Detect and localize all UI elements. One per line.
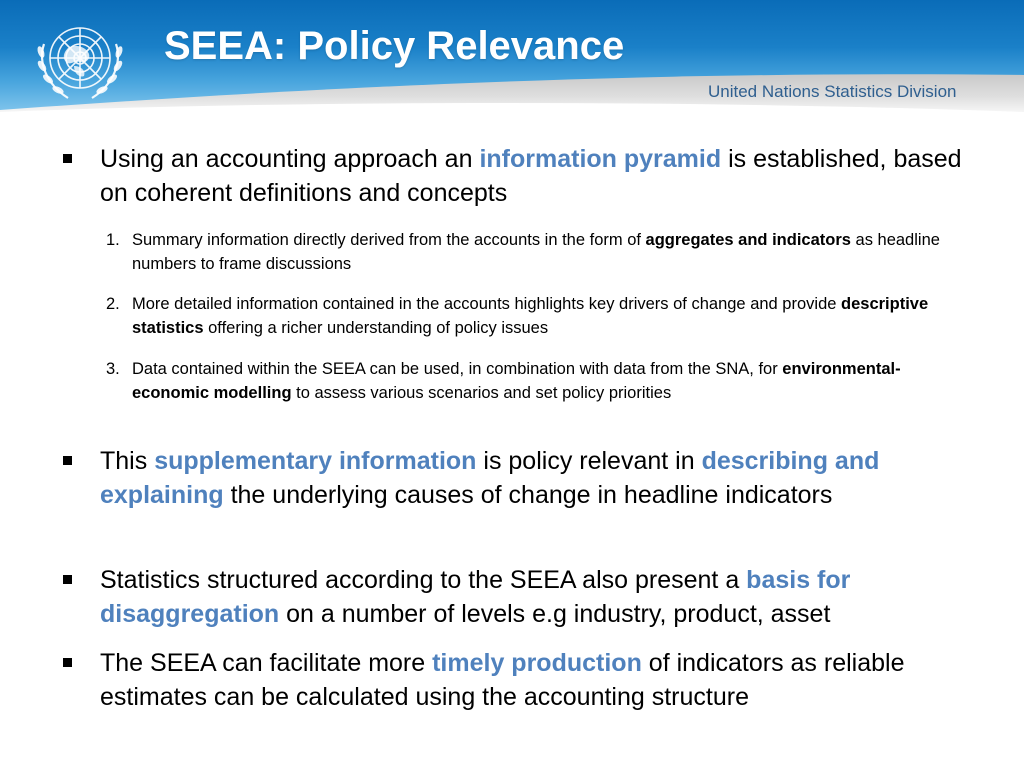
bullet-2-text [100,444,950,512]
text-run: the underlying causes of change in headline indicators [223,481,833,509]
text-run: on a number of levels e.g industry, product, asset [279,600,831,628]
text-run: Data contained within the SEEA can be used, in combination with data from the SNA, for [132,360,783,378]
highlight-timely-production: timely production [432,649,642,677]
sub-item-text [132,357,952,405]
text-run: The SEEA can facilitate more [100,649,433,677]
text-run: Using an accounting approach an [100,145,480,173]
text-run: Statistics structured according to the SEEA also present a [100,566,747,594]
sub-item-number: 1. [106,231,120,249]
text-run: offering a richer understanding of policy issues [203,319,549,337]
text-run: More detailed information contained in the accounts highlights key drivers of change and provide [132,295,842,313]
text-run: This [100,447,155,475]
slide-header [0,0,1024,118]
bullet-marker [63,575,72,584]
highlight-basis-for-disaggregation: basis for disaggregation [100,566,851,628]
bold-aggregates-and-indicators: aggregates and indicators [645,231,851,249]
bullet-marker [63,658,72,667]
text-run: Summary information directly derived from the accounts in the form of [132,231,646,249]
text-run: is policy relevant in [476,447,702,475]
sub-item-number: 3. [106,360,120,378]
bullet-3-text [100,563,970,631]
bullet-4-text [100,646,950,714]
bullet-marker [63,456,72,465]
highlight-information-pyramid: information pyramid [479,145,722,173]
organization-name: United Nations Statistics Division [708,82,957,101]
bullet-marker [63,154,72,163]
highlight-describing-and-explaining: describing and explaining [100,447,880,509]
bold-descriptive-statistics: descriptive statistics [132,295,929,337]
text-run: of indicators as reliable estimates can be calculated using the accounting structure [100,649,905,711]
sub-item-text [132,292,952,340]
bullet-1-text [100,142,980,210]
sub-item-number: 2. [106,295,120,313]
text-run: to assess various scenarios and set policy priorities [291,384,672,402]
sub-item-text [132,228,952,276]
highlight-supplementary-information: supplementary information [154,447,477,475]
slide-title: SEEA: Policy Relevance [164,24,625,68]
bold-environmental-economic-modelling: environmental-economic modelling [132,360,901,402]
text-run: is established, based on coherent definitions and concepts [100,145,962,207]
text-run: as headline numbers to frame discussions [132,231,940,273]
un-emblem-icon [30,14,130,106]
